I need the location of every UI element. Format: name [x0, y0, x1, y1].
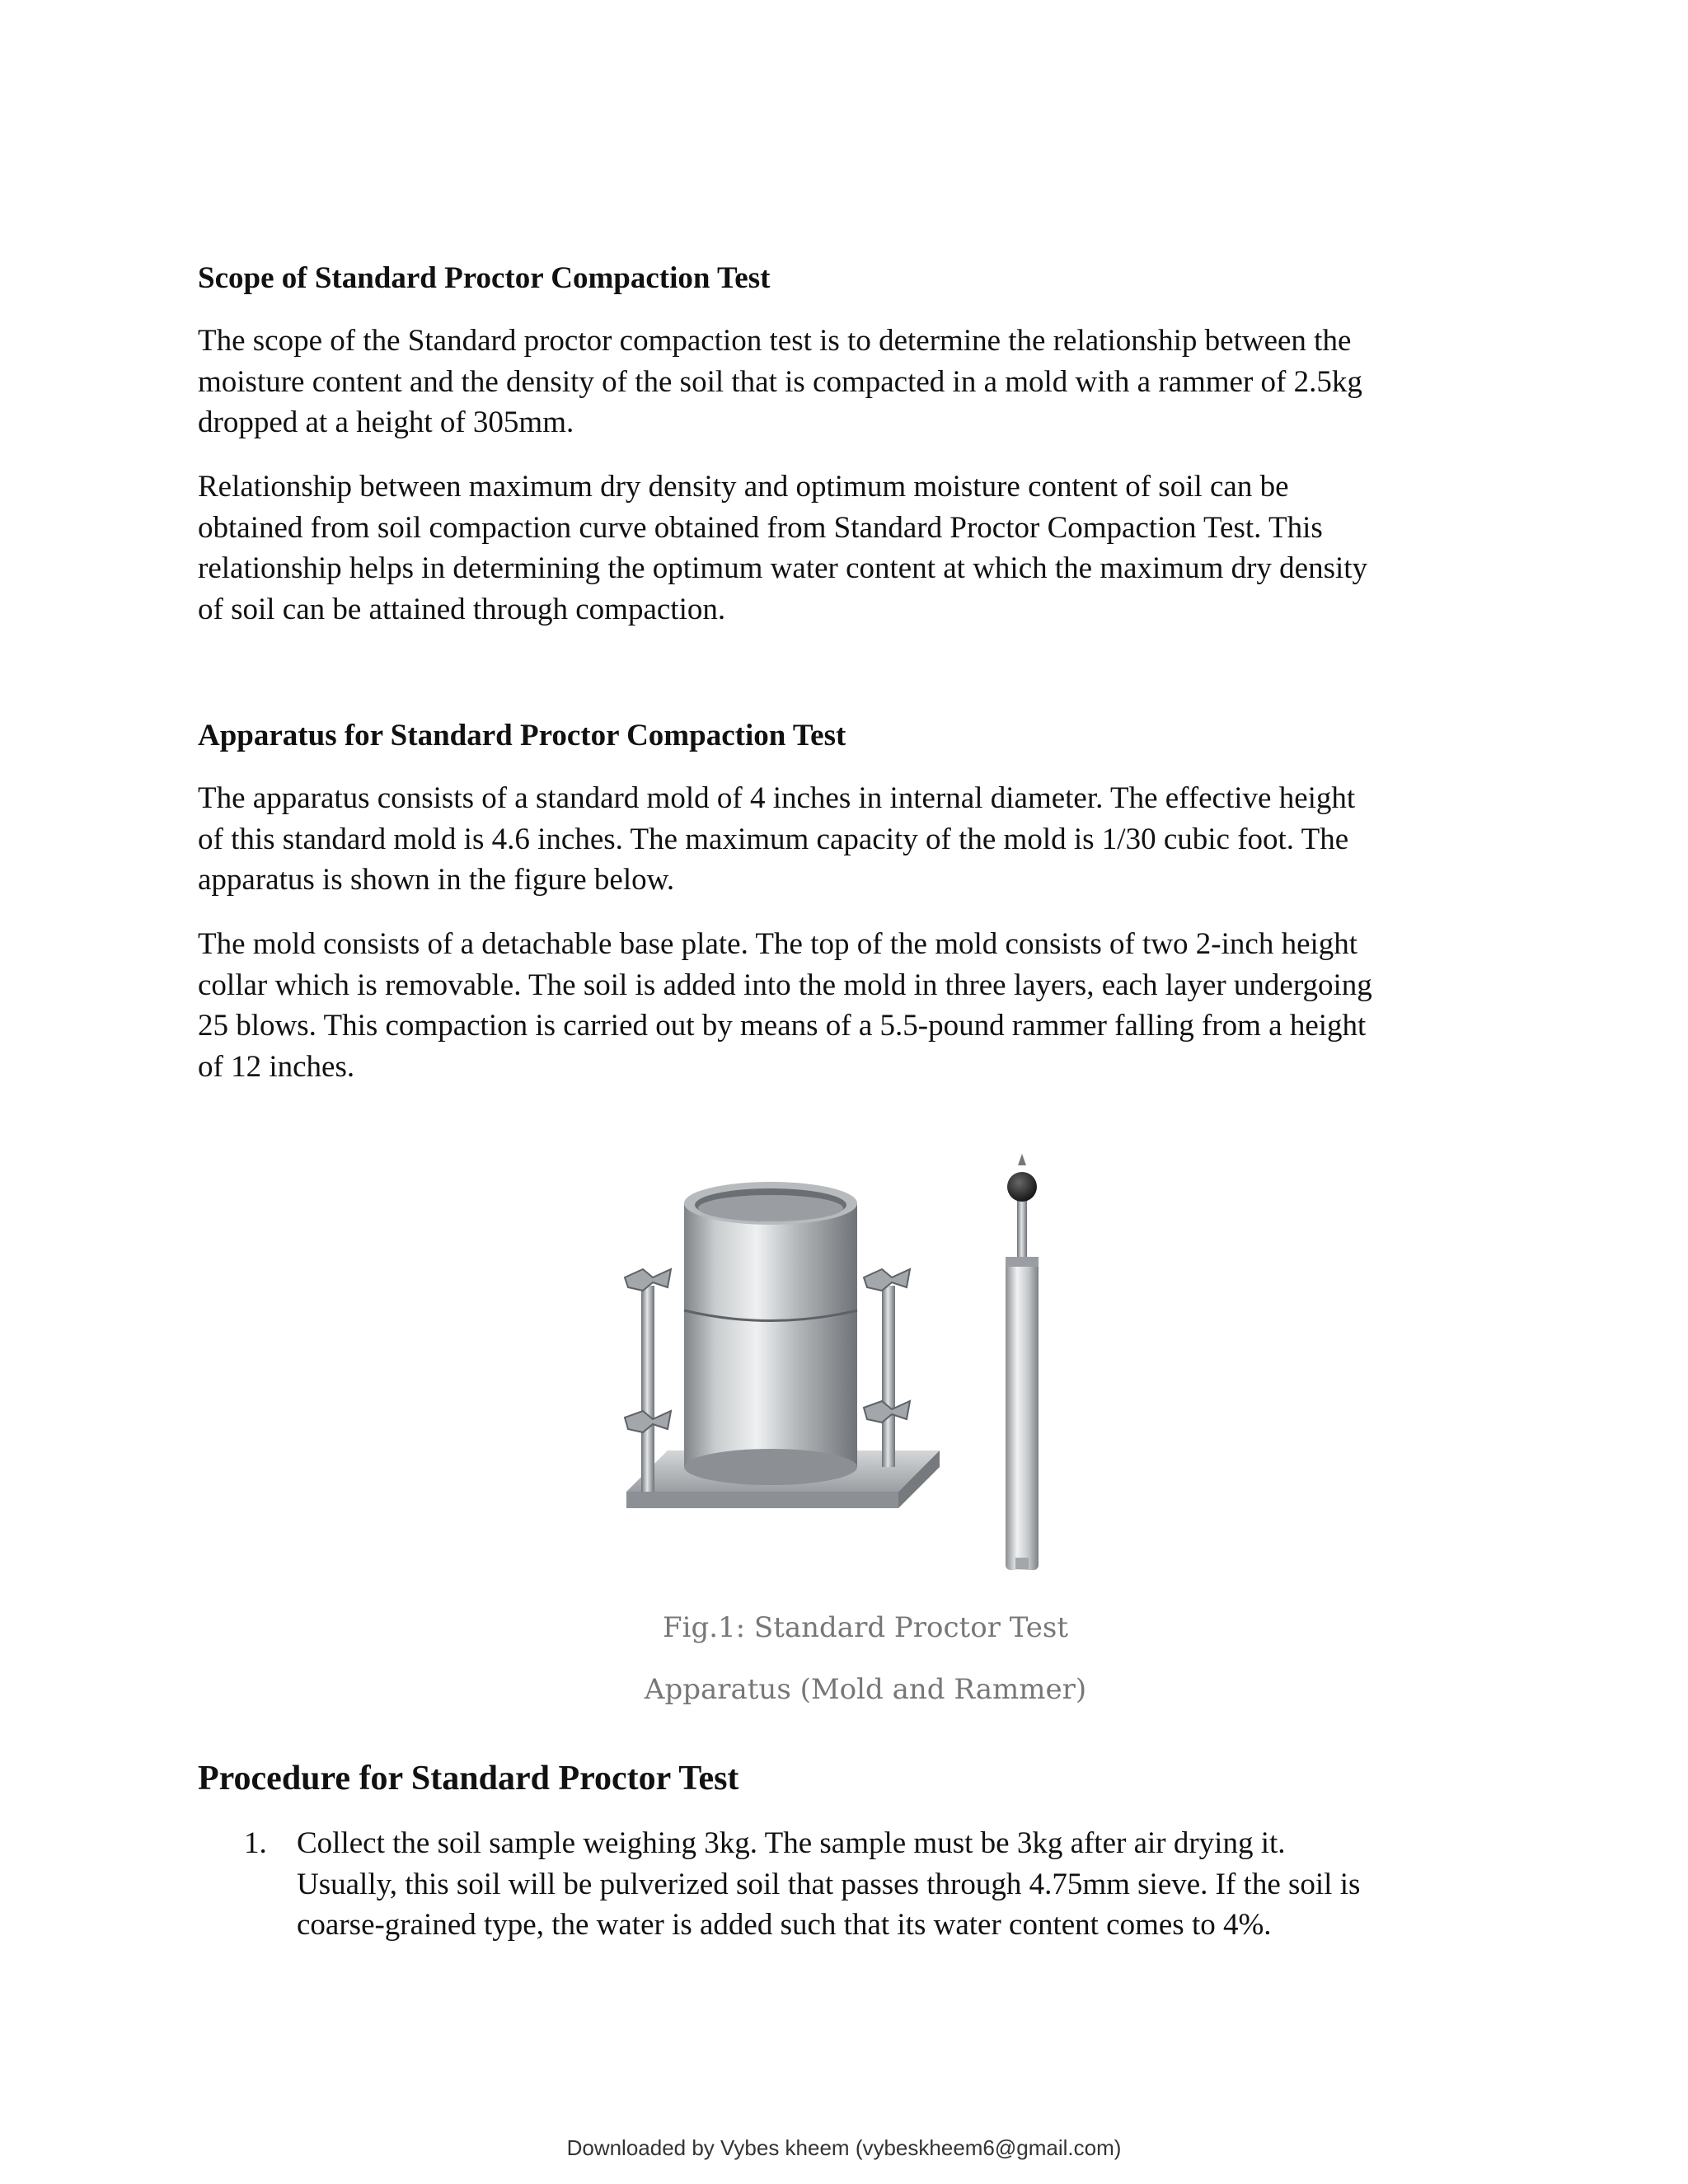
apparatus-heading: Apparatus for Standard Proctor Compaction Test [198, 719, 846, 752]
text-line: The mold consists of a detachable base plate. The top of the mold consists of two 2-inch height [198, 927, 1358, 961]
text-line: The apparatus consists of a standard mold of 4 inches in internal diameter. The effective height [198, 781, 1356, 815]
proctor-apparatus-image [610, 1146, 1121, 1591]
text-line: 25 blows. This compaction is carried out by means of a 5.5-pound rammer falling from a height [198, 1009, 1367, 1043]
scope-heading: Scope of Standard Proctor Compaction Test [198, 261, 771, 295]
right-tie-rod [882, 1286, 895, 1467]
text-line: apparatus is shown in the figure below. [198, 863, 675, 897]
rammer [1006, 1154, 1039, 1570]
text-line: of 12 inches. [198, 1049, 355, 1084]
figure-caption-line-1: Fig.1: Standard Proctor Test [662, 1611, 1069, 1644]
download-footer: Downloaded by Vybes kheem (vybeskheem6@gmail.com) [566, 2135, 1122, 2160]
text-line: dropped at a height of 305mm. [198, 405, 574, 439]
text-line: Usually, this soil will be pulverized soil that passes through 4.75mm sieve. If the soil is [297, 1867, 1361, 1901]
list-item-number: 1. [244, 1826, 267, 1860]
text-line: Relationship between maximum dry density and optimum moisture content of soil can be [198, 470, 1289, 504]
procedure-heading: Procedure for Standard Proctor Test [198, 1760, 739, 1797]
procedure-list [198, 1823, 1492, 1946]
scope-paragraph-2 [198, 466, 1492, 630]
text-line: relationship helps in determining the optimum water content at which the maximum dry density [198, 551, 1368, 585]
text-line: collar which is removable. The soil is added into the mold in three layers, each layer undergoing [198, 968, 1372, 1002]
text-line: of this standard mold is 4.6 inches. The maximum capacity of the mold is 1/30 cubic foot. The [198, 822, 1349, 856]
text-line: Collect the soil sample weighing 3kg. The sample must be 3kg after air drying it. [297, 1826, 1286, 1860]
text-line: coarse-grained type, the water is added such that its water content comes to 4%. [297, 1908, 1272, 1942]
scope-paragraph-1 [198, 321, 1492, 443]
text-line: obtained from soil compaction curve obtained from Standard Proctor Compaction Test. This [198, 510, 1323, 545]
apparatus-paragraph-1 [198, 778, 1492, 901]
text-line: moisture content and the density of the soil that is compacted in a mold with a rammer of 2.5kg [198, 364, 1362, 399]
text-line: The scope of the Standard proctor compaction test is to determine the relationship between the [198, 324, 1352, 358]
figure-caption-line-2: Apparatus (Mold and Rammer) [644, 1673, 1087, 1706]
list-item [198, 1823, 1492, 1946]
text-line: of soil can be attained through compaction. [198, 592, 726, 626]
apparatus-paragraph-2 [198, 924, 1492, 1087]
mold-cylinder [684, 1182, 857, 1485]
left-tie-rod [641, 1286, 654, 1492]
